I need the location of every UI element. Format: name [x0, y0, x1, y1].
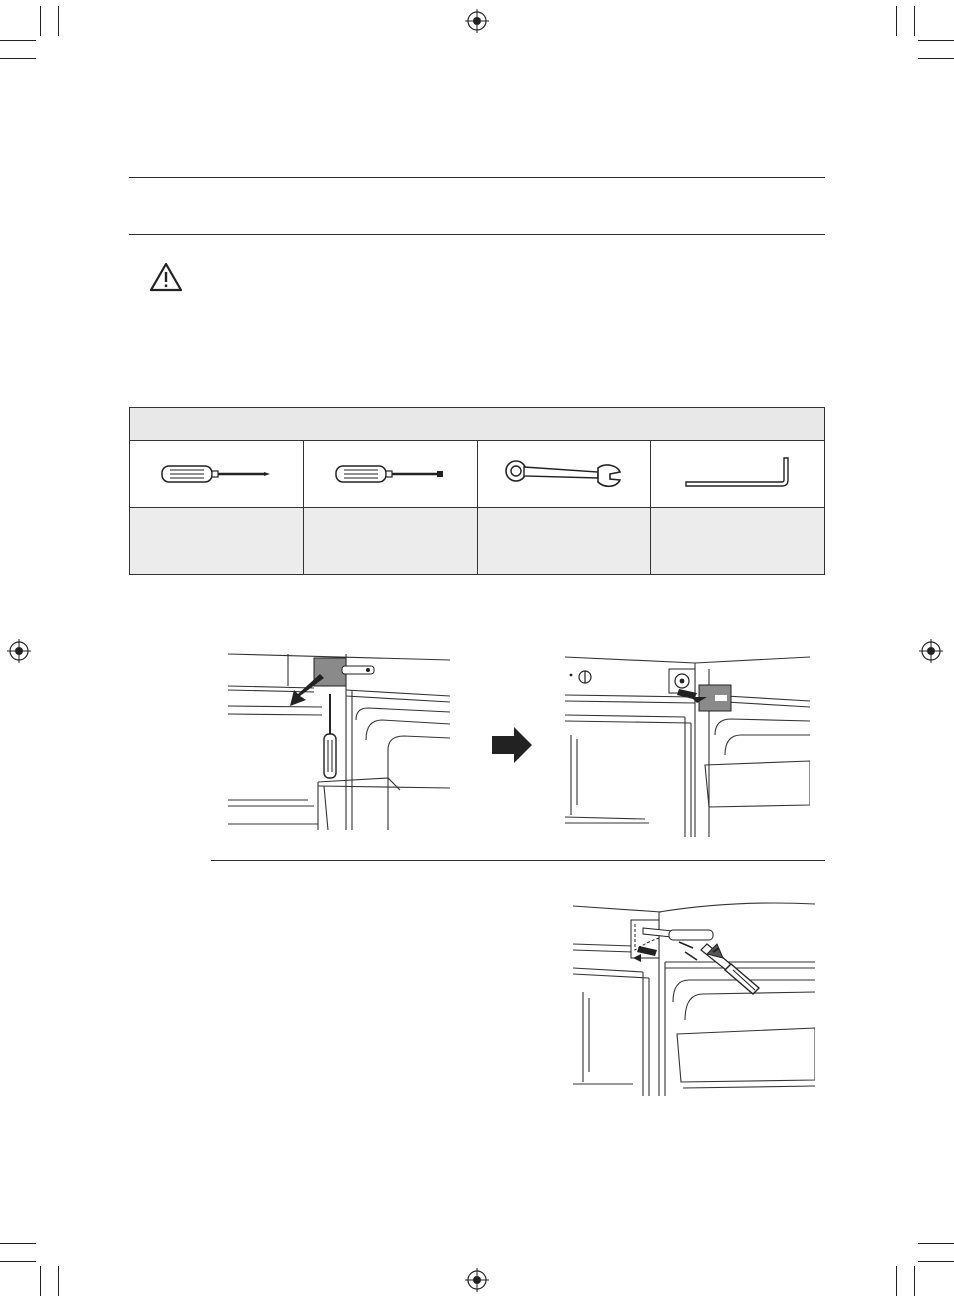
figure-remove-hinge-cover	[228, 650, 450, 830]
section-rule-top	[129, 177, 825, 178]
crop-mark	[896, 6, 897, 36]
crop-mark	[0, 58, 36, 59]
crop-mark	[918, 1243, 954, 1244]
crop-mark	[58, 1266, 59, 1296]
registration-mark-icon	[919, 639, 943, 663]
tools-icon-row	[130, 441, 824, 508]
registration-mark-icon	[465, 9, 489, 33]
tool-label	[130, 508, 304, 574]
tool-label	[304, 508, 478, 574]
figure-unscrew-hinge	[573, 902, 815, 1096]
tool-label	[651, 508, 824, 574]
warning-text	[195, 265, 825, 375]
crop-mark	[0, 1261, 36, 1262]
crop-mark	[58, 6, 59, 36]
wrench-icon	[502, 458, 626, 490]
crop-mark	[40, 6, 41, 36]
crop-mark	[0, 1243, 36, 1244]
crop-mark	[0, 40, 36, 41]
tools-label-row	[130, 508, 824, 574]
tool-cell	[478, 441, 652, 507]
crop-mark	[914, 6, 915, 36]
tools-table-title	[130, 408, 824, 424]
tool-cell	[130, 441, 304, 507]
allen-key-icon	[682, 454, 794, 494]
phillips-screwdriver-icon	[160, 463, 272, 485]
crop-mark	[40, 1266, 41, 1296]
section-header-band	[129, 185, 825, 227]
section-rule-bottom	[129, 234, 825, 235]
tools-table	[129, 407, 825, 575]
crop-mark	[918, 40, 954, 41]
registration-mark-icon	[465, 1268, 489, 1292]
crop-mark	[918, 1261, 954, 1262]
tool-cell	[304, 441, 478, 507]
right-arrow-icon	[492, 727, 532, 763]
tools-table-header	[130, 408, 824, 441]
crop-mark	[896, 1266, 897, 1296]
step-separator	[211, 860, 825, 861]
tool-cell	[651, 441, 824, 507]
tool-label	[478, 508, 652, 574]
crop-mark	[914, 1266, 915, 1296]
warning-triangle-icon	[149, 262, 183, 292]
flathead-screwdriver-icon	[334, 463, 446, 485]
crop-mark	[918, 58, 954, 59]
figure-hinge-cover-removed	[565, 655, 810, 837]
registration-mark-icon	[7, 639, 31, 663]
